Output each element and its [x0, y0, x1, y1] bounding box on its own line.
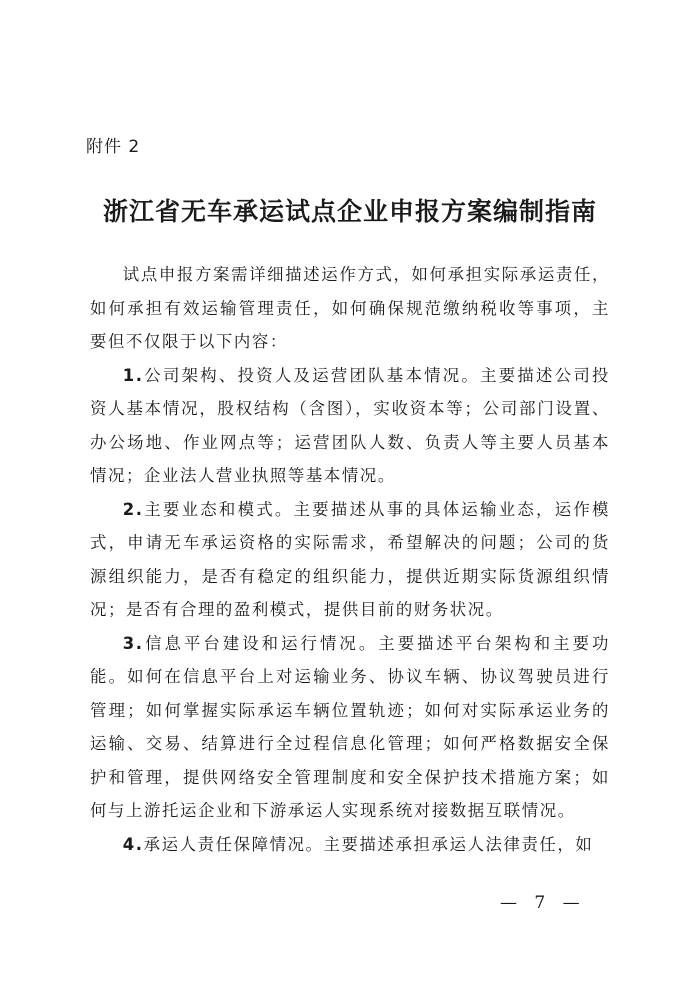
section-number: 3. — [122, 633, 144, 653]
attachment-label: 附件 2 — [86, 137, 141, 157]
section-text: 承运人责任保障情况。主要描述承担承运人法律责任，如 — [143, 834, 594, 854]
section-paragraph — [90, 493, 610, 627]
section-text: 信息平台建设和运行情况。主要描述平台架构和主要功能。如何在信息平台上对运输业务、协议车辆、协议驾驶员进行管理；如何掌握实际承运车辆位置轨迹；如何对实际承运业务的运输、交易、结算进行全过程信息化管理；如何严格数据安全保护和管理，提供网络安全管理制度和安全保护技术措施方案；如何与上游托运企业和下游承运人实现系统对接数据互联情况。 — [90, 633, 610, 820]
section-paragraph — [90, 627, 610, 828]
intro-paragraph: 试点申报方案需详细描述运作方式，如何承担实际承运责任，如何承担有效运输管理责任，如何确保规范缴纳税收等事项，主要但不仅限于以下内容： — [90, 265, 610, 351]
section-number: 4. — [122, 834, 144, 854]
page-number: — 7 — — [500, 893, 586, 913]
section-text: 主要业态和模式。主要描述从事的具体运输业态，运作模式，申请无车承运资格的实际需求，希望解决的问题；公司的货源组织能力，是否有稳定的组织能力，提供近期实际货源组织情况；是否有合理的盈利模式，提供目前的财务状况。 — [90, 499, 610, 619]
section-paragraph — [90, 359, 610, 493]
section-paragraph — [90, 828, 610, 862]
document-title: 浙江省无车承运试点企业申报方案编制指南 — [102, 197, 597, 226]
section-text: 公司架构、投资人及运营团队基本情况。主要描述公司投资人基本情况，股权结构（含图），实收资本等；公司部门设置、办公场地、作业网点等；运营团队人数、负责人等主要人员基本情况；企业法人营业执照等基本情况。 — [90, 365, 610, 485]
section-number: 1. — [122, 365, 144, 385]
section-number: 2. — [122, 499, 144, 519]
document-body — [90, 258, 610, 861]
